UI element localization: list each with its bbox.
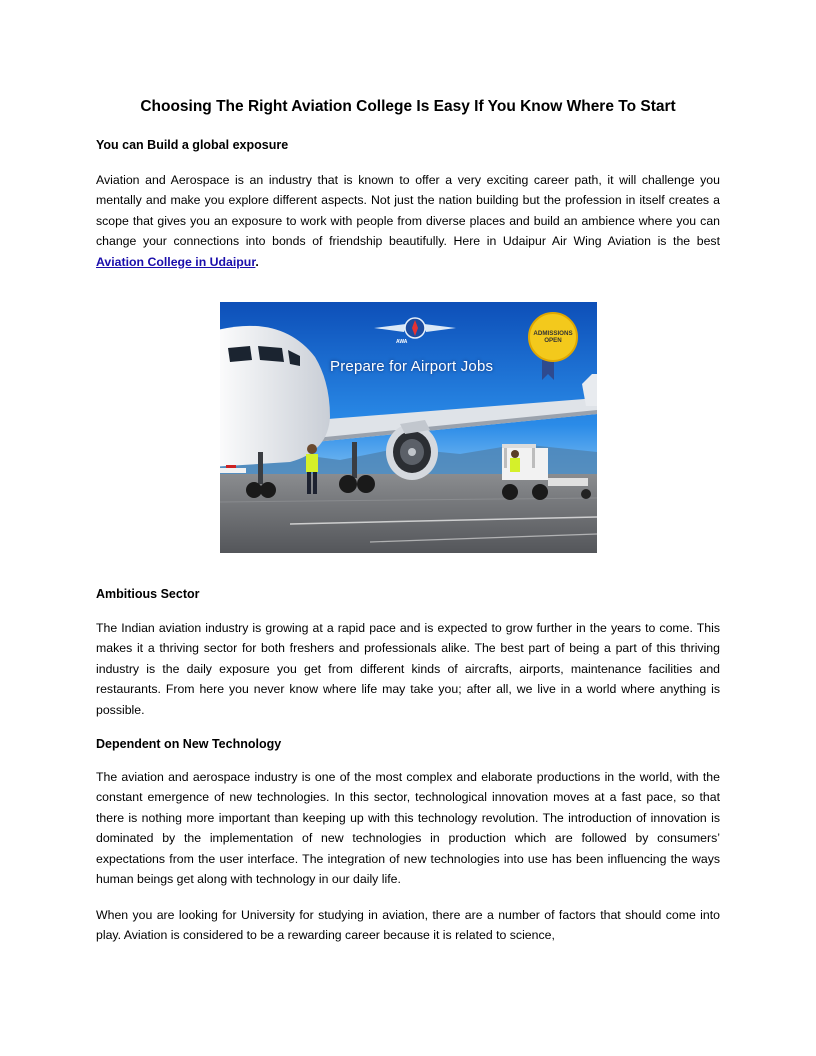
- airport-jobs-banner-image: [220, 302, 597, 553]
- admissions-open-badge: [528, 312, 578, 362]
- section-heading-ambitious-sector: Ambitious Sector: [96, 587, 200, 601]
- aviation-college-link[interactable]: Aviation College in Udaipur: [96, 254, 256, 269]
- badge-line-1: ADMISSIONS: [533, 330, 573, 337]
- section-heading-new-technology: Dependent on New Technology: [96, 737, 282, 751]
- document-title: Choosing The Right Aviation College Is Easy If You Know Where To Start: [140, 98, 676, 115]
- paragraph-text: Aviation and Aerospace is an industry that is known to offer a very exciting career path, it will challenge you mentally and make you explore different aspects. Not just the nation building but the profession in itself creates a scope that gives you an exposure to work with people from diverse places and build an ambience where you can change your connections into bonds of friendship beautifully. Here in Udaipur Air Wing Aviation is the best: [96, 173, 720, 249]
- section-paragraph-new-technology: The aviation and aerospace industry is one of the most complex and elaborate productions in the world, with the constant emergence of new technologies. In this sector, technological innovation moves at a fast pace, so that there is nothing more important than keeping up with this technology revolution. The introduction of innovation is dominated by the implementation of new technologies in production which are followed by consumers’ expectations from the user interface. The integration of new technologies into use has been influencing the ways human beings get along with technology in our daily life.: [96, 770, 720, 887]
- banner-caption: Prepare for Airport Jobs: [330, 358, 494, 375]
- badge-line-2: OPEN: [544, 337, 562, 344]
- badge-label: [533, 330, 572, 344]
- section-paragraph-choosing-university: When you are looking for University for studying in aviation, there are a number of factors that should come into play. Aviation is considered to be a rewarding career because it is related to science,: [96, 908, 720, 943]
- section-paragraph-ambitious-sector: The Indian aviation industry is growing at a rapid pace and is expected to grow further in the years to come. This makes it a thriving sector for both freshers and professionals alike. The best part of being a part of this thriving industry is the daily exposure you get from different kinds of aircrafts, airports, maintenance facilities and restaurants. From here you never know where life may take you; after all, we live in a world where anything is possible.: [96, 621, 720, 717]
- section-paragraph-global-exposure: [96, 170, 720, 272]
- section-heading-global-exposure: You can Build a global exposure: [96, 138, 289, 152]
- paragraph-end: .: [255, 254, 259, 269]
- logo-text: AWA: [396, 339, 408, 345]
